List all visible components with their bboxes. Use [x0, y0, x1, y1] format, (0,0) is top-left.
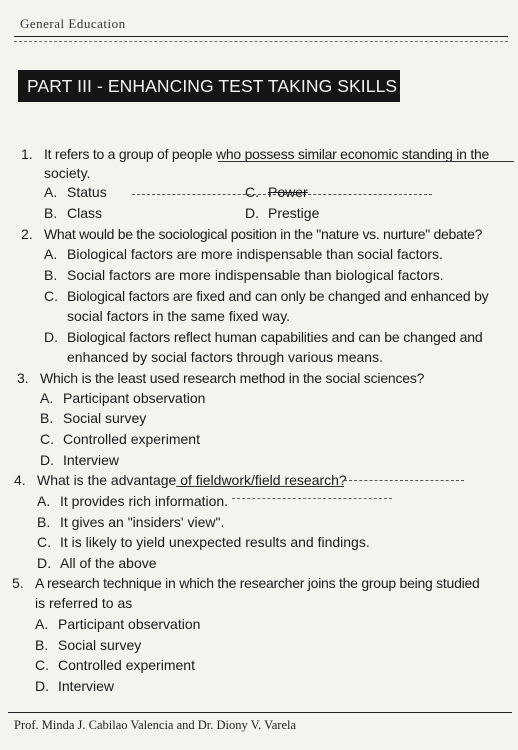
header-rule-dashed [14, 41, 508, 42]
option-text: Biological factors are more indispensable than social factors. [67, 246, 443, 262]
question-stem-line: A research technique in which the researcher joins the group being studied [35, 575, 480, 591]
footer-rule [8, 712, 512, 713]
question-number: 5. [12, 575, 24, 591]
question-stem-line: What is the advantage of fieldwork/field research? [37, 472, 347, 488]
option-letter: B. [44, 205, 58, 221]
option-text: Power [268, 184, 308, 200]
running-head: General Education [20, 16, 126, 31]
option-text: Social survey [63, 410, 147, 426]
question-stem-line: society. [44, 165, 91, 181]
option-letter: D. [40, 452, 54, 468]
option-letter: A. [44, 246, 58, 262]
option-text: Biological factors are fixed and can only be changed and enhanced by [67, 288, 489, 304]
option-text: social factors in the same fixed way. [67, 308, 291, 324]
header-rule [14, 36, 508, 37]
question-stem-line: What would be the sociological position in the "nature vs. nurture" debate? [44, 226, 483, 242]
option-text: Participant observation [63, 390, 206, 406]
question-number: 4. [14, 472, 26, 488]
option-letter: A. [37, 493, 51, 509]
question-stem-line: is referred to as [35, 595, 133, 611]
option-text: Participant observation [58, 616, 201, 632]
option-text: enhanced by social factors through various means. [67, 349, 383, 365]
question-stem-line: It refers to a group of people who possess similar economic standing in the [44, 146, 490, 162]
option-letter: A. [35, 616, 49, 632]
option-text: Interview [58, 678, 115, 694]
question-stem-line: Which is the least used research method in the social sciences? [40, 370, 425, 386]
option-text: Biological factors reflect human capabilities and can be changed and [67, 329, 483, 345]
option-text: Prestige [268, 205, 320, 221]
pen-underline [176, 486, 344, 487]
option-text: It provides rich information. [60, 493, 229, 509]
option-text: It is likely to yield unexpected results and findings. [60, 534, 370, 550]
option-text: All of the above [60, 555, 157, 571]
option-letter: C. [44, 288, 58, 304]
option-letter: B. [35, 637, 49, 653]
option-letter: C. [37, 534, 51, 550]
option-letter: C. [35, 657, 49, 673]
option-letter: D. [245, 205, 259, 221]
option-letter: B. [40, 410, 54, 426]
option-letter: D. [37, 555, 51, 571]
option-letter: A. [40, 390, 54, 406]
option-letter: C. [40, 431, 54, 447]
option-letter: C. [245, 184, 259, 200]
option-text: Social survey [58, 637, 142, 653]
pen-line [232, 498, 392, 499]
option-letter: D. [35, 678, 49, 694]
option-letter: B. [44, 267, 58, 283]
option-text: Class [67, 205, 103, 221]
option-text: Controlled experiment [58, 657, 195, 673]
option-text: Interview [63, 452, 120, 468]
question-number: 1. [21, 146, 33, 162]
option-letter: B. [37, 514, 51, 530]
footer-authors: Prof. Minda J. Cabilao Valencia and Dr. Diony V. Varela [14, 718, 297, 732]
section-banner: PART III - ENHANCING TEST TAKING SKILLS [18, 70, 400, 102]
pen-underline [218, 161, 514, 162]
question-number: 3. [17, 370, 29, 386]
option-text: Status [67, 184, 107, 200]
option-text: Controlled experiment [63, 431, 200, 447]
pen-line [344, 480, 464, 481]
option-letter: D. [44, 329, 58, 345]
option-letter: A. [44, 184, 58, 200]
option-text: It gives an "insiders' view". [60, 514, 225, 530]
option-text: Social factors are more indispensable than biological factors. [67, 267, 444, 283]
question-number: 2. [21, 226, 33, 242]
